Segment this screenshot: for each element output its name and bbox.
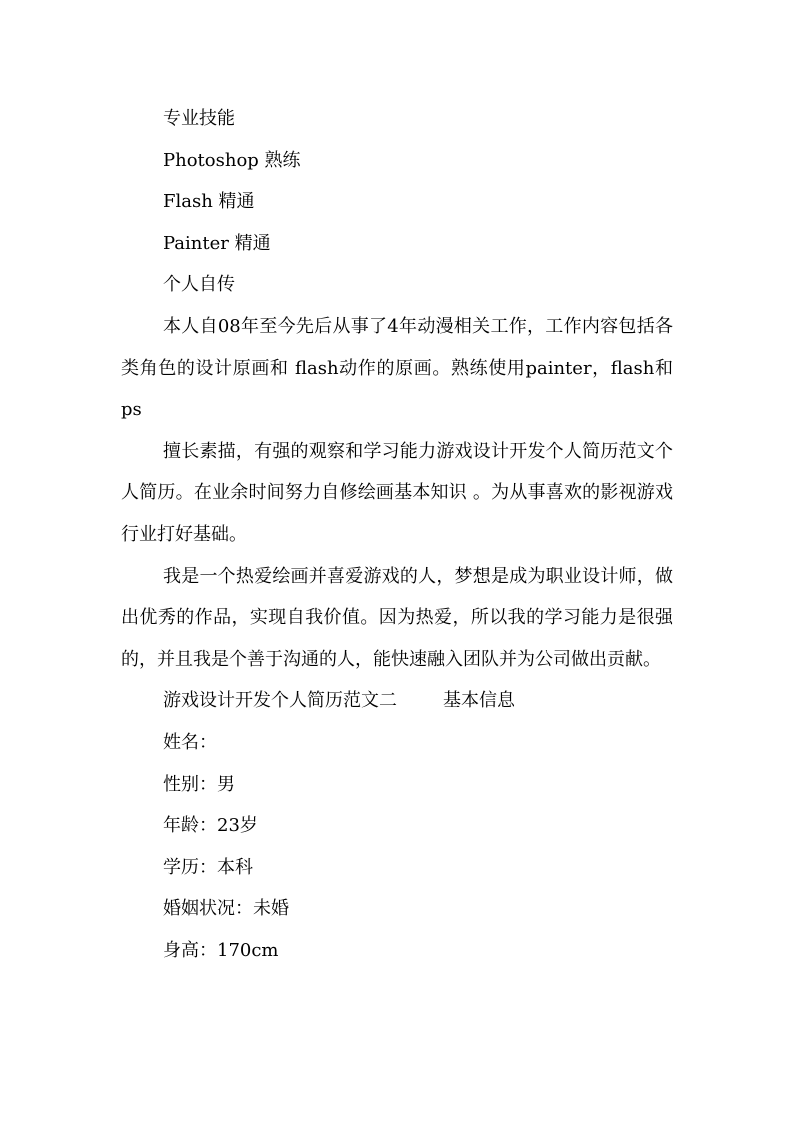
autobiography-paragraph-2: 擅长素描，有强的观察和学习能力游戏设计开发个人简历范文个人简历。在业余时间努力自修绘画基本知识 。为从事喜欢的影视游戏行业打好基础。 [121,440,673,545]
info-education: 学历：本科 [163,856,253,878]
autobiography-heading: 个人自传 [163,274,235,296]
info-age: 年龄：23岁 [163,815,258,837]
skills-heading: 专业技能 [163,108,235,129]
skill-item-flash: Flash 精通 [163,191,255,213]
skill-item-photoshop: Photoshop 熟练 [163,149,301,171]
info-marital-status: 婚姻状况：未婚 [163,898,289,920]
section-two-subtitle: 基本信息 [443,690,515,712]
autobiography-paragraph-1: 本人自08年至今先后从事了4年动漫相关工作，工作内容包括各类角色的设计原画和 flash动作的原画。熟练使用painter，flash和ps [121,315,673,421]
section-two-heading [121,680,673,722]
info-height: 身高：170cm [163,939,279,961]
skill-item-painter: Painter 精通 [163,232,271,254]
info-gender: 性别：男 [163,773,235,795]
autobiography-paragraph-3: 我是一个热爱绘画并喜爱游戏的人，梦想是成为职业设计师，做出优秀的作品，实现自我价值。因为热爱，所以我的学习能力是很强的，并且我是个善于沟通的人，能快速融入团队并为公司做出贡献。 [121,565,673,670]
page-content [121,98,673,971]
info-name: 姓名： [163,731,217,753]
section-two-title: 游戏设计开发个人简历范文二 [163,690,397,712]
